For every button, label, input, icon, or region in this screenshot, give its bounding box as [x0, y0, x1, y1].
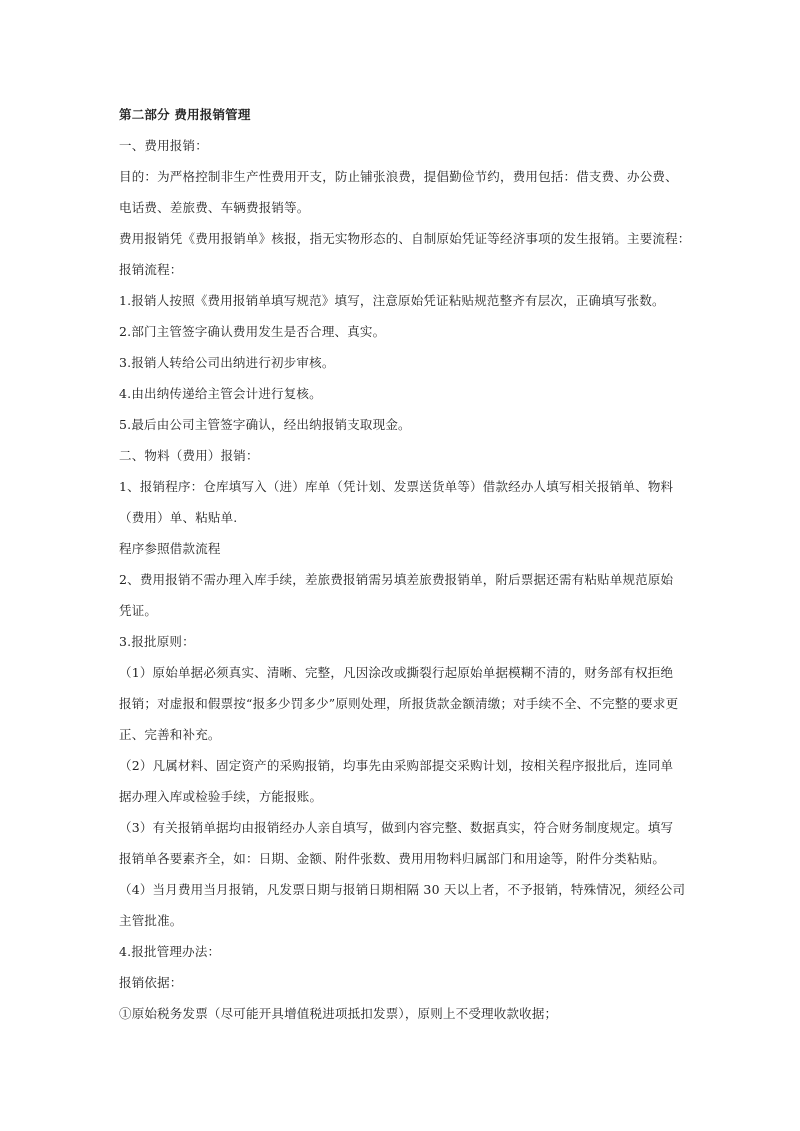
paragraph-line: 2、费用报销不需办理入库手续，差旅费报销需另填差旅费报销单，附后票据还需有粘贴单规范原始 [119, 572, 674, 587]
paragraph-line: 正、完善和补充。 [119, 727, 221, 742]
paragraph-line: 凭证。 [119, 603, 158, 618]
list-item: 1.报销人按照《费用报销单填写规范》填写，注意原始凭证粘贴规范整齐有层次，正确填写张数。 [119, 293, 665, 308]
paragraph-line: 目的：为严格控制非生产性费用开支，防止铺张浪费，提倡勤俭节约，费用包括：借支费、办公费、 [119, 169, 678, 184]
heading-material-reimbursement: 二、物料（费用）报销： [119, 448, 259, 463]
subheading-process: 报销流程： [119, 262, 183, 277]
paragraph-line: （2）凡属材料、固定资产的采购报销，均事先由采购部提交采购计划，按相关程序报批后，连同单 [119, 758, 674, 773]
paragraph-line: （4）当月费用当月报销，凡发票日期与报销日期相隔 30 天以上者，不予报销，特殊情况，须经公司 [119, 882, 686, 897]
list-item: 4.由出纳传递给主管会计进行复核。 [119, 386, 322, 401]
paragraph-line: （3）有关报销单据均由报销经办人亲自填写，做到内容完整、数据真实，符合财务制度规定。填写 [119, 820, 674, 835]
document-body [119, 105, 689, 1035]
paragraph-line: （费用）单、粘贴单. [119, 510, 238, 525]
paragraph-line: （1）原始单据必须真实、清晰、完整，凡因涂改或撕裂行起原始单据模糊不清的，财务部有权拒绝 [119, 665, 674, 680]
heading-expense-reimbursement: 一、费用报销： [119, 138, 208, 153]
section-title: 第二部分 费用报销管理 [119, 107, 251, 122]
list-item: 5.最后由公司主管签字确认，经出纳报销支取现金。 [119, 417, 411, 432]
paragraph-line: 报销；对虚报和假票按“报多少罚多少”原则处理，所报货款金额清缴；对手续不全、不完整的要求更 [119, 696, 679, 711]
paragraph-line: ①原始税务发票（尽可能开具增值税进项抵扣发票），原则上不受理收款收据； [119, 1006, 558, 1021]
paragraph-line: 费用报销凭《费用报销单》核报，指无实物形态的、自制原始凭证等经济事项的发生报销。主要流程： [119, 231, 691, 246]
subheading-basis: 报销依据： [119, 975, 183, 990]
paragraph-line: 电话费、差旅费、车辆费报销等。 [119, 200, 310, 215]
list-item: 3.报销人转给公司出纳进行初步审核。 [119, 355, 335, 370]
subheading-approval-principles: 3.报批原则： [119, 634, 195, 649]
paragraph-line: 报销单各要素齐全，如：日期、金额、附件张数、费用用物料归属部门和用途等，附件分类粘贴。 [119, 851, 666, 866]
paragraph-line: 1、报销程序：仓库填写入（进）库单（凭计划、发票送货单等）借款经办人填写相关报销单、物料 [119, 479, 674, 494]
paragraph-line: 据办理入库或检验手续，方能报账。 [119, 789, 323, 804]
list-item: 2.部门主管签字确认费用发生是否合理、真实。 [119, 324, 386, 339]
paragraph-line: 主管批准。 [119, 913, 183, 928]
subheading-management-method: 4.报批管理办法： [119, 944, 221, 959]
paragraph-line: 程序参照借款流程 [119, 541, 221, 556]
